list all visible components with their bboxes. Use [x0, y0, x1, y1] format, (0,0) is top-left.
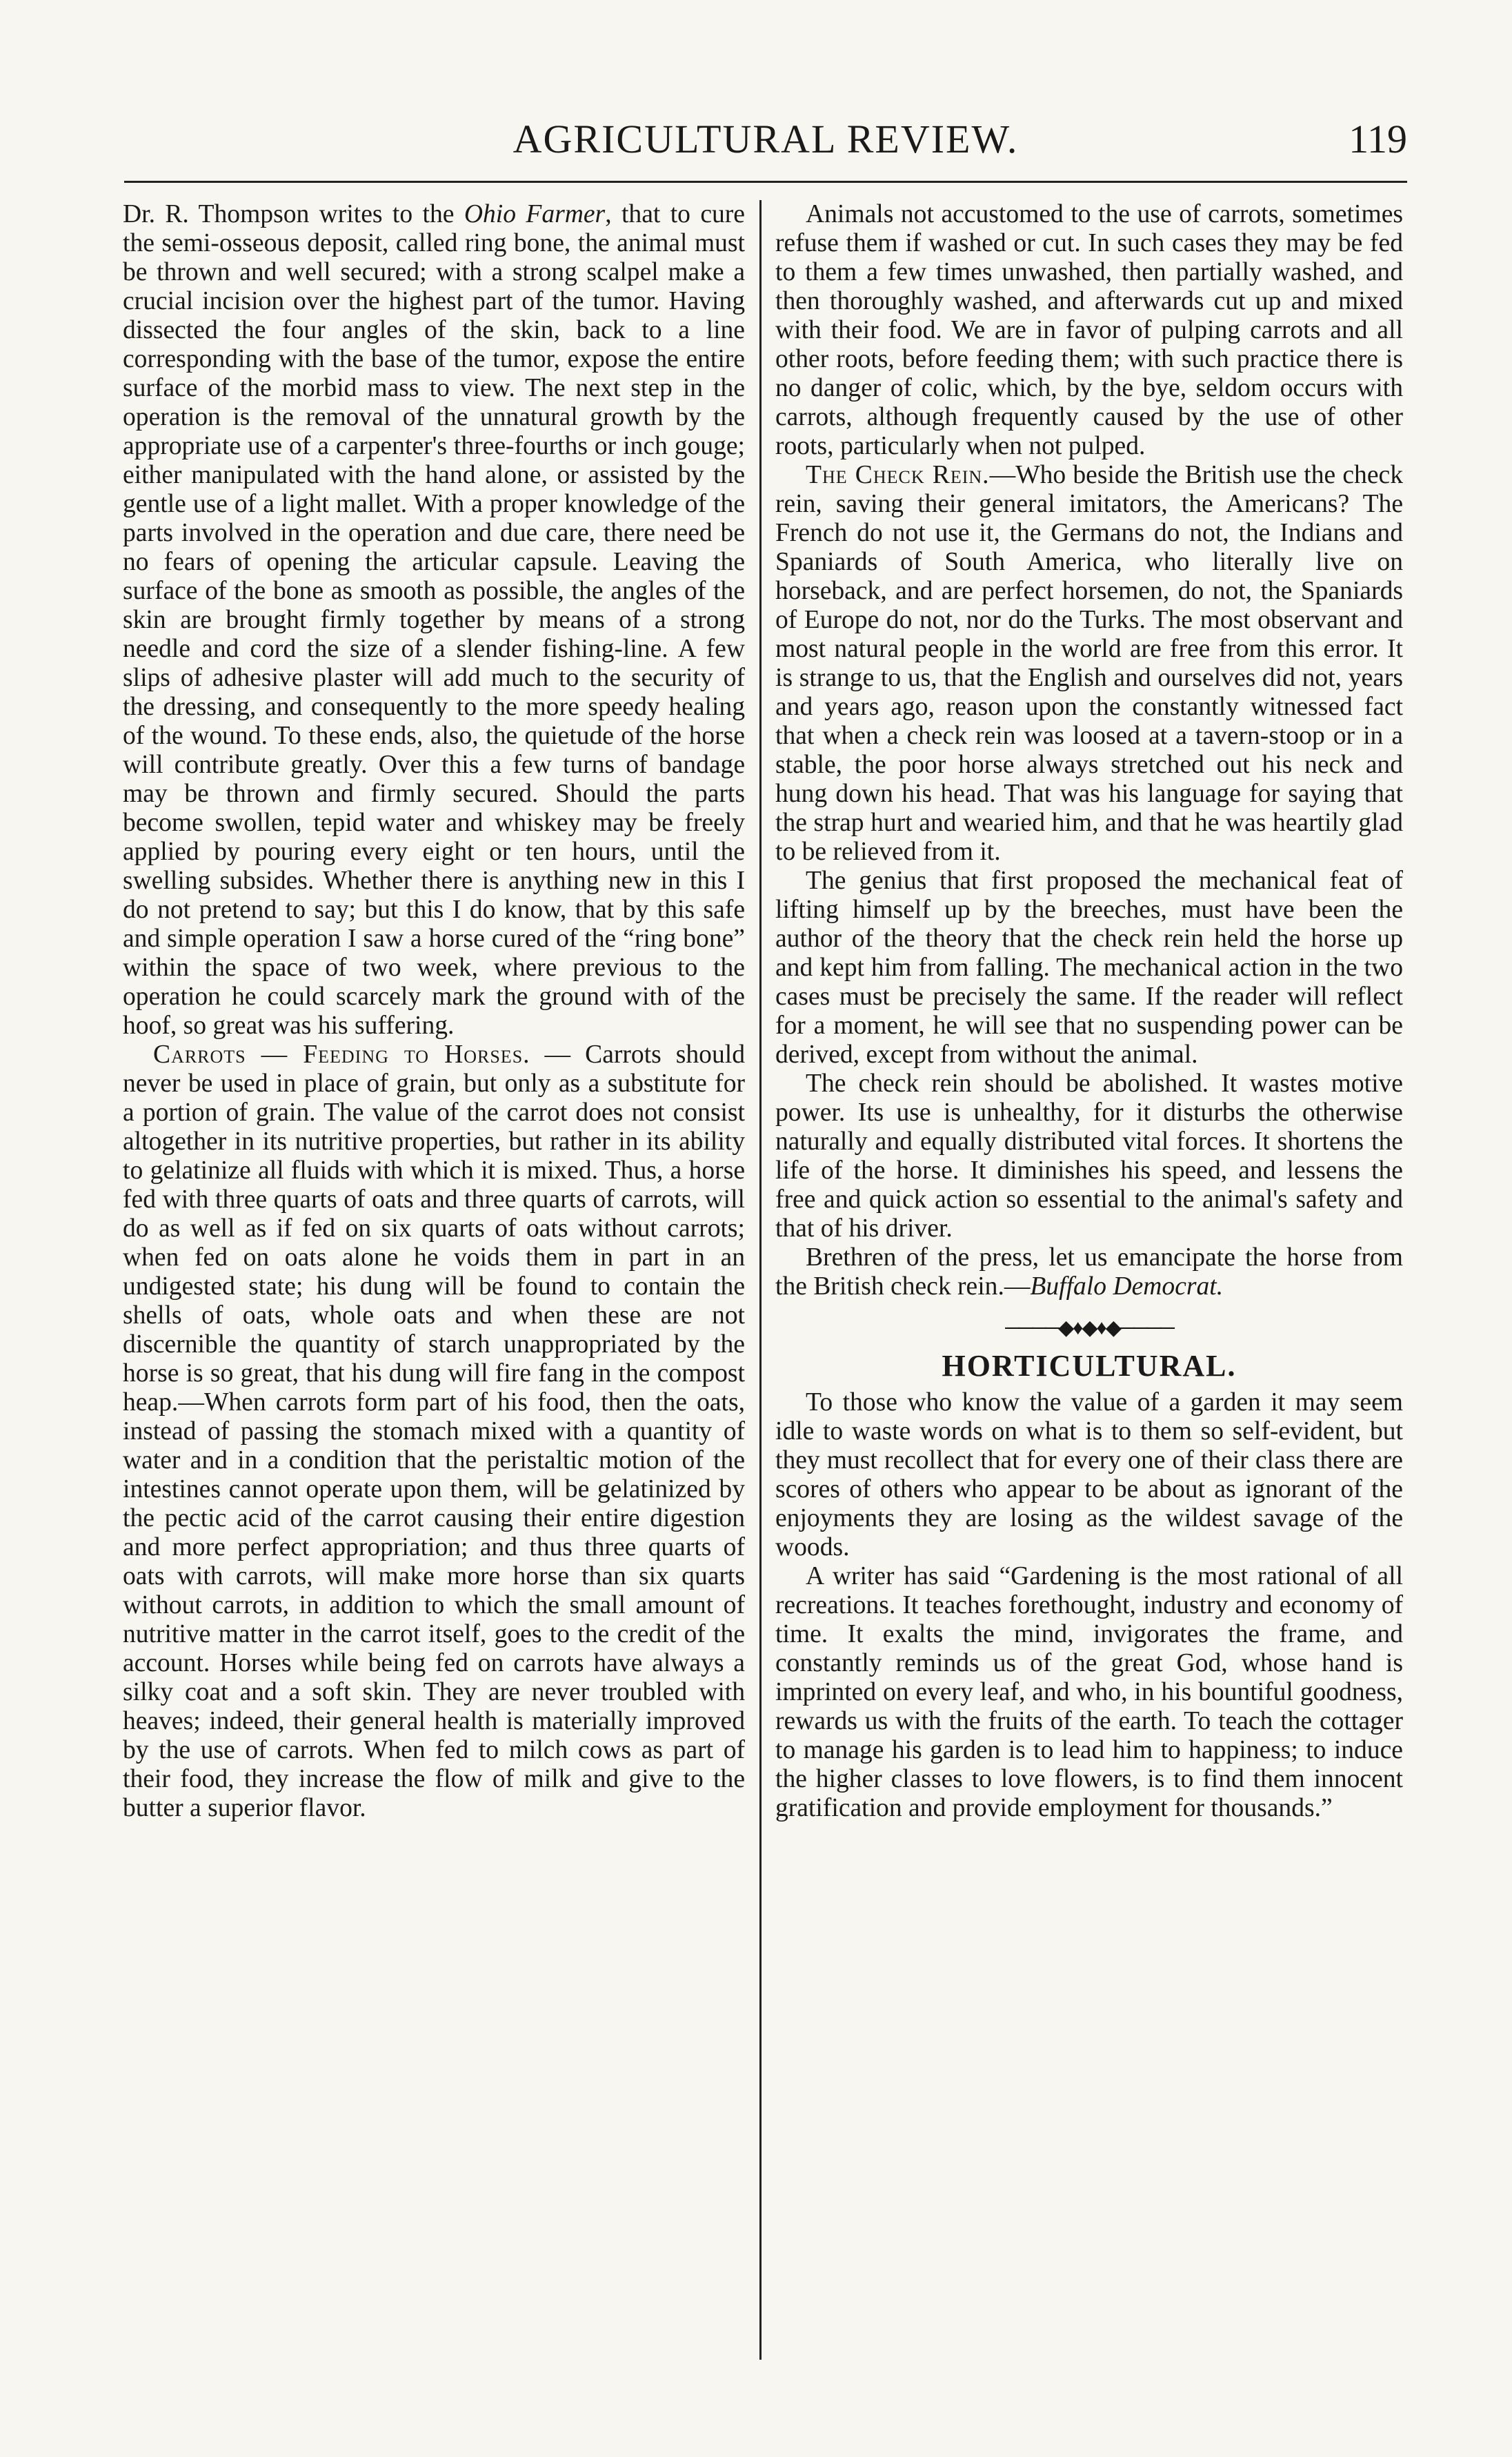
abolish-paragraph: The check rein should be abolished. It wastes motive power. Its use is unhealthy, for it disturbs the otherwise naturally and equally distributed vital forces. It shortens the life of the horse. It diminishes his speed, and lessens the free and quick action so essential to the animal's safety and that of his driver. — [775, 1069, 1403, 1243]
ring-bone-paragraph — [123, 200, 745, 1040]
page-number: 119 — [1349, 117, 1407, 161]
check-rein-text: —Who beside the British use the check rein, saving their general imitators, the Americans? The French do not use it, the Germans do not, the Indians and Spaniards of South America, who literally live on horseback, and are perfect horsemen, do not, the Spaniards of Europe do not, nor do the Turks. The most observant and most natural people in the world are free from this error. It is strange to us, that the English and ourselves did not, years and years ago, reason upon the constantly witnessed fact that when a check rein was loosed at a tavern-stoop or in a stable, the poor horse always stretched out his neck and hung down his head. That was his language for saying that the strap hurt and wearied him, and that he was heartily glad to be relieved from it. — [775, 461, 1403, 866]
check-rein-heading: The Check Rein. — [806, 461, 990, 489]
column-divider — [759, 200, 762, 2360]
animals-paragraph: Animals not accustomed to the use of carrots, sometimes refuse them if washed or cut. In such cases they may be fed to them a few times unwashed, then partially washed, and then thoroughly washed, and afterwards cut up and mixed with their food. We are in favor of pulping carrots and all other roots, before feeding them; with such practice there is no danger of colic, which, by the bye, seldom occurs with carrots, although frequently caused by the use of other roots, particularly when not pulped. — [775, 200, 1403, 460]
page-header — [124, 116, 1407, 178]
brethren-paragraph — [775, 1243, 1403, 1301]
carrots-heading: Carrots — Feeding to Horses. — [153, 1040, 530, 1069]
carrots-text: — Carrots should never be used in place of grain, but only as a substitute for a portion of grain. The value of the carrot does not consist altogether in its nutritive properties, but rather in its ability to gelatinize all fluids with which it is mixed. Thus, a horse fed with three quarts of oats and three quarts of carrots, will do as well as if fed on six quarts of oats without carrots; when fed on oats alone he voids them in part in an undigested state; his dung will be found to contain the shells of oats, whole oats and when these are not discernible the quantity of starch unappropriated by the horse is so great, that his dung will fire fang in the compost heap.—When carrots form part of his food, then the oats, instead of passing the stomach mixed with a quantity of water and in a condition that the peristaltic motion of the intestines cannot operate upon them, will be gelatinized by the pectic acid of the carrot causing their entire digestion and more perfect appropriation; and thus three quarts of oats with carrots, will make more horse than six quarts without carrots, in addition to which the small amount of nutritive matter in the carrot itself, goes to the credit of the account. Horses while being fed on carrots have always a silky coat and a soft skin. They are never troubled with heaves; indeed, their general health is materially improved by the use of carrots. When fed to milch cows as part of their food, they increase the flow of milk and give to the butter a superior flavor. — [123, 1040, 745, 1822]
left-column — [123, 200, 745, 2422]
carrots-paragraph — [123, 1040, 745, 1823]
header-rule — [124, 181, 1407, 183]
genius-paragraph: The genius that first proposed the mechanical feat of lifting himself up by the breeches, must have been the author of the theory that the check rein held the horse up and kept him from falling. The mechanical action in the two cases must be precisely the same. If the reader will reflect for a moment, he will see that no suspending power can be derived, except from without the animal. — [775, 867, 1403, 1069]
horticultural-heading: HORTICULTURAL. — [942, 1349, 1237, 1383]
right-column — [775, 200, 1403, 2422]
writer-quote-paragraph: A writer has said “Gardening is the most rational of all recreations. It teaches forethought, industry and economy of time. It exalts the mind, invigorates the frame, and constantly reminds us of the great God, whose hand is imprinted on every leaf, and who, in his bountiful goodness, rewards us with the fruits of the earth. To teach the cottager to manage his garden is to lead him to happiness; to induce the higher classes to love flowers, is to find them innocent gratification and provide employment for thousands.” — [775, 1562, 1403, 1822]
check-rein-paragraph — [775, 461, 1403, 867]
garden-paragraph: To those who know the value of a garden it may seem idle to waste words on what is to them so self-evident, but they must recollect that for every one of their class there are scores of others who appear to be about as ignorant of the enjoyments they are losing as the wildest savage of the woods. — [775, 1388, 1403, 1561]
ornamental-divider: ────◆♦◆♦◆──── — [1005, 1316, 1173, 1339]
ring-bone-text-a: Dr. R. Thompson writes to the — [123, 200, 464, 228]
source-ohio-farmer: Ohio Farmer — [464, 200, 606, 228]
source-buffalo-democrat: Buffalo Democrat. — [1030, 1272, 1224, 1301]
ring-bone-text-b: , that to cure the semi-osseous deposit, called ring bone, the animal must be thrown and well secured; with a strong scalpel make a crucial incision over the highest part of the tumor. Having dissected the four angles of the skin, back to a line corresponding with the base of the tumor, expose the entire surface of the morbid mass to view. The next step in the operation is the removal of the unnatural growth by the appropriate use of a carpenter's three-fourths or inch gouge; either manipulated with the hand alone, or assisted by the gentle use of a light mallet. With a proper knowledge of the parts involved in the operation and due care, there need be no fears of opening the articular capsule. Leaving the surface of the bone as smooth as possible, the angles of the skin are brought firmly together by means of a strong needle and cord the size of a slender fishing-line. A few slips of adhesive plaster will add much to the security of the dressing, and consequently to the more speedy healing of the wound. To these ends, also, the quietude of the horse will contribute greatly. Over this a few turns of bandage may be thrown and firmly secured. Should the parts become swollen, tepid water and whiskey may be freely applied by pouring every eight or ten hours, until the swelling subsides. Whether there is anything new in this I do not pretend to say; but this I do know, that by this safe and simple operation I saw a horse cured of the “ring bone” within the space of two week, where previous to the operation he could scarcely mark the ground with of the hoof, so great was his suffering. — [123, 200, 745, 1040]
brethren-text: Brethren of the press, let us emancipate the horse from the British check rein.— — [775, 1243, 1403, 1301]
running-title: AGRICULTURAL REVIEW. — [513, 117, 1019, 161]
